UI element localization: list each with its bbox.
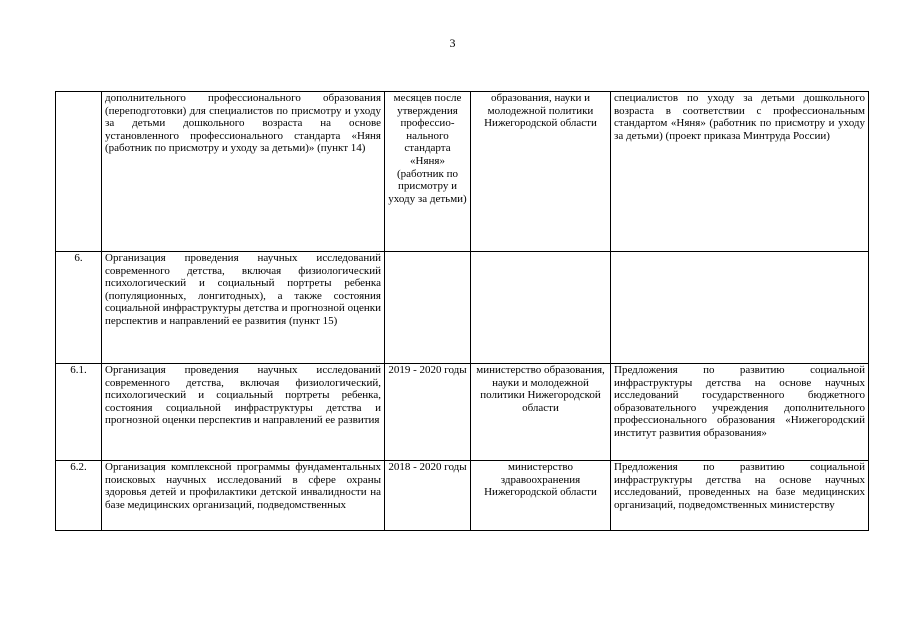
period-cell: 2018 - 2020 годы [385, 461, 471, 531]
event-cell: Организация проведения научных исследований современного детства, включая физиологический, психологический и социальный портреты ребенка, состояния социальной инфраструктуры детства и прогнозной оценки перспектив и направлений ее развития [102, 364, 385, 461]
row-number-cell: 6.1. [56, 364, 102, 461]
result-cell: специалистов по уходу за детьми дошкольного возраста в соответствии с профессиональным стандартом «Няня» (работник по присмотру и уходу за детьми) (проект приказа Минтруда России) [611, 92, 869, 252]
executor-cell: образования, науки и молодежной политики Нижегородской области [471, 92, 611, 252]
row-number-cell: 6.2. [56, 461, 102, 531]
page-number: 3 [449, 36, 456, 50]
result-cell: Предложения по развитию социальной инфраструктуры детства на основе научных исследований, проведенных на базе медицинских организаций, подведомственных министерству [611, 461, 869, 531]
executor-cell [471, 252, 611, 364]
table-row [56, 92, 869, 252]
table-row [56, 364, 869, 461]
period-cell: месяцев после утверждения профессио-нального стандарта «Няня» (работник по присмотру и уходу за детьми) [385, 92, 471, 252]
activities-table [55, 91, 869, 531]
executor-cell: министерство здравоохранения Нижегородской области [471, 461, 611, 531]
event-cell: дополнительного профессионального образования (переподготовки) для специалистов по присмотру и уходу за детьми дошкольного возраста на основе установленного профессионального стандарта «Няня (работник по присмотру и уходу за детьми)» (пункт 14) [102, 92, 385, 252]
event-cell: Организация проведения научных исследований современного детства, включая физиологический психологический и социальный портреты ребенка (популяционных, лонгитодных), а также состояния социальной инфраструктуры детства и прогнозной оценки перспектив и направлений ее развития (пункт 15) [102, 252, 385, 364]
result-cell [611, 252, 869, 364]
period-cell: 2019 - 2020 годы [385, 364, 471, 461]
row-number-cell: 6. [56, 252, 102, 364]
result-cell: Предложения по развитию социальной инфраструктуры детства на основе научных исследований государственного бюджетного образовательного учреждения дополнительного профессионального образования «Нижегородский институт развития образования» [611, 364, 869, 461]
executor-cell: министерство образования, науки и молодежной политики Нижегородской области [471, 364, 611, 461]
table-row [56, 461, 869, 531]
period-cell [385, 252, 471, 364]
event-cell: Организация комплексной программы фундаментальных поисковых научных исследований в сфере охраны здоровья детей и профилактики детской инвалидности на базе медицинских организаций, подведомственных [102, 461, 385, 531]
row-number-cell [56, 92, 102, 252]
table-row [56, 252, 869, 364]
